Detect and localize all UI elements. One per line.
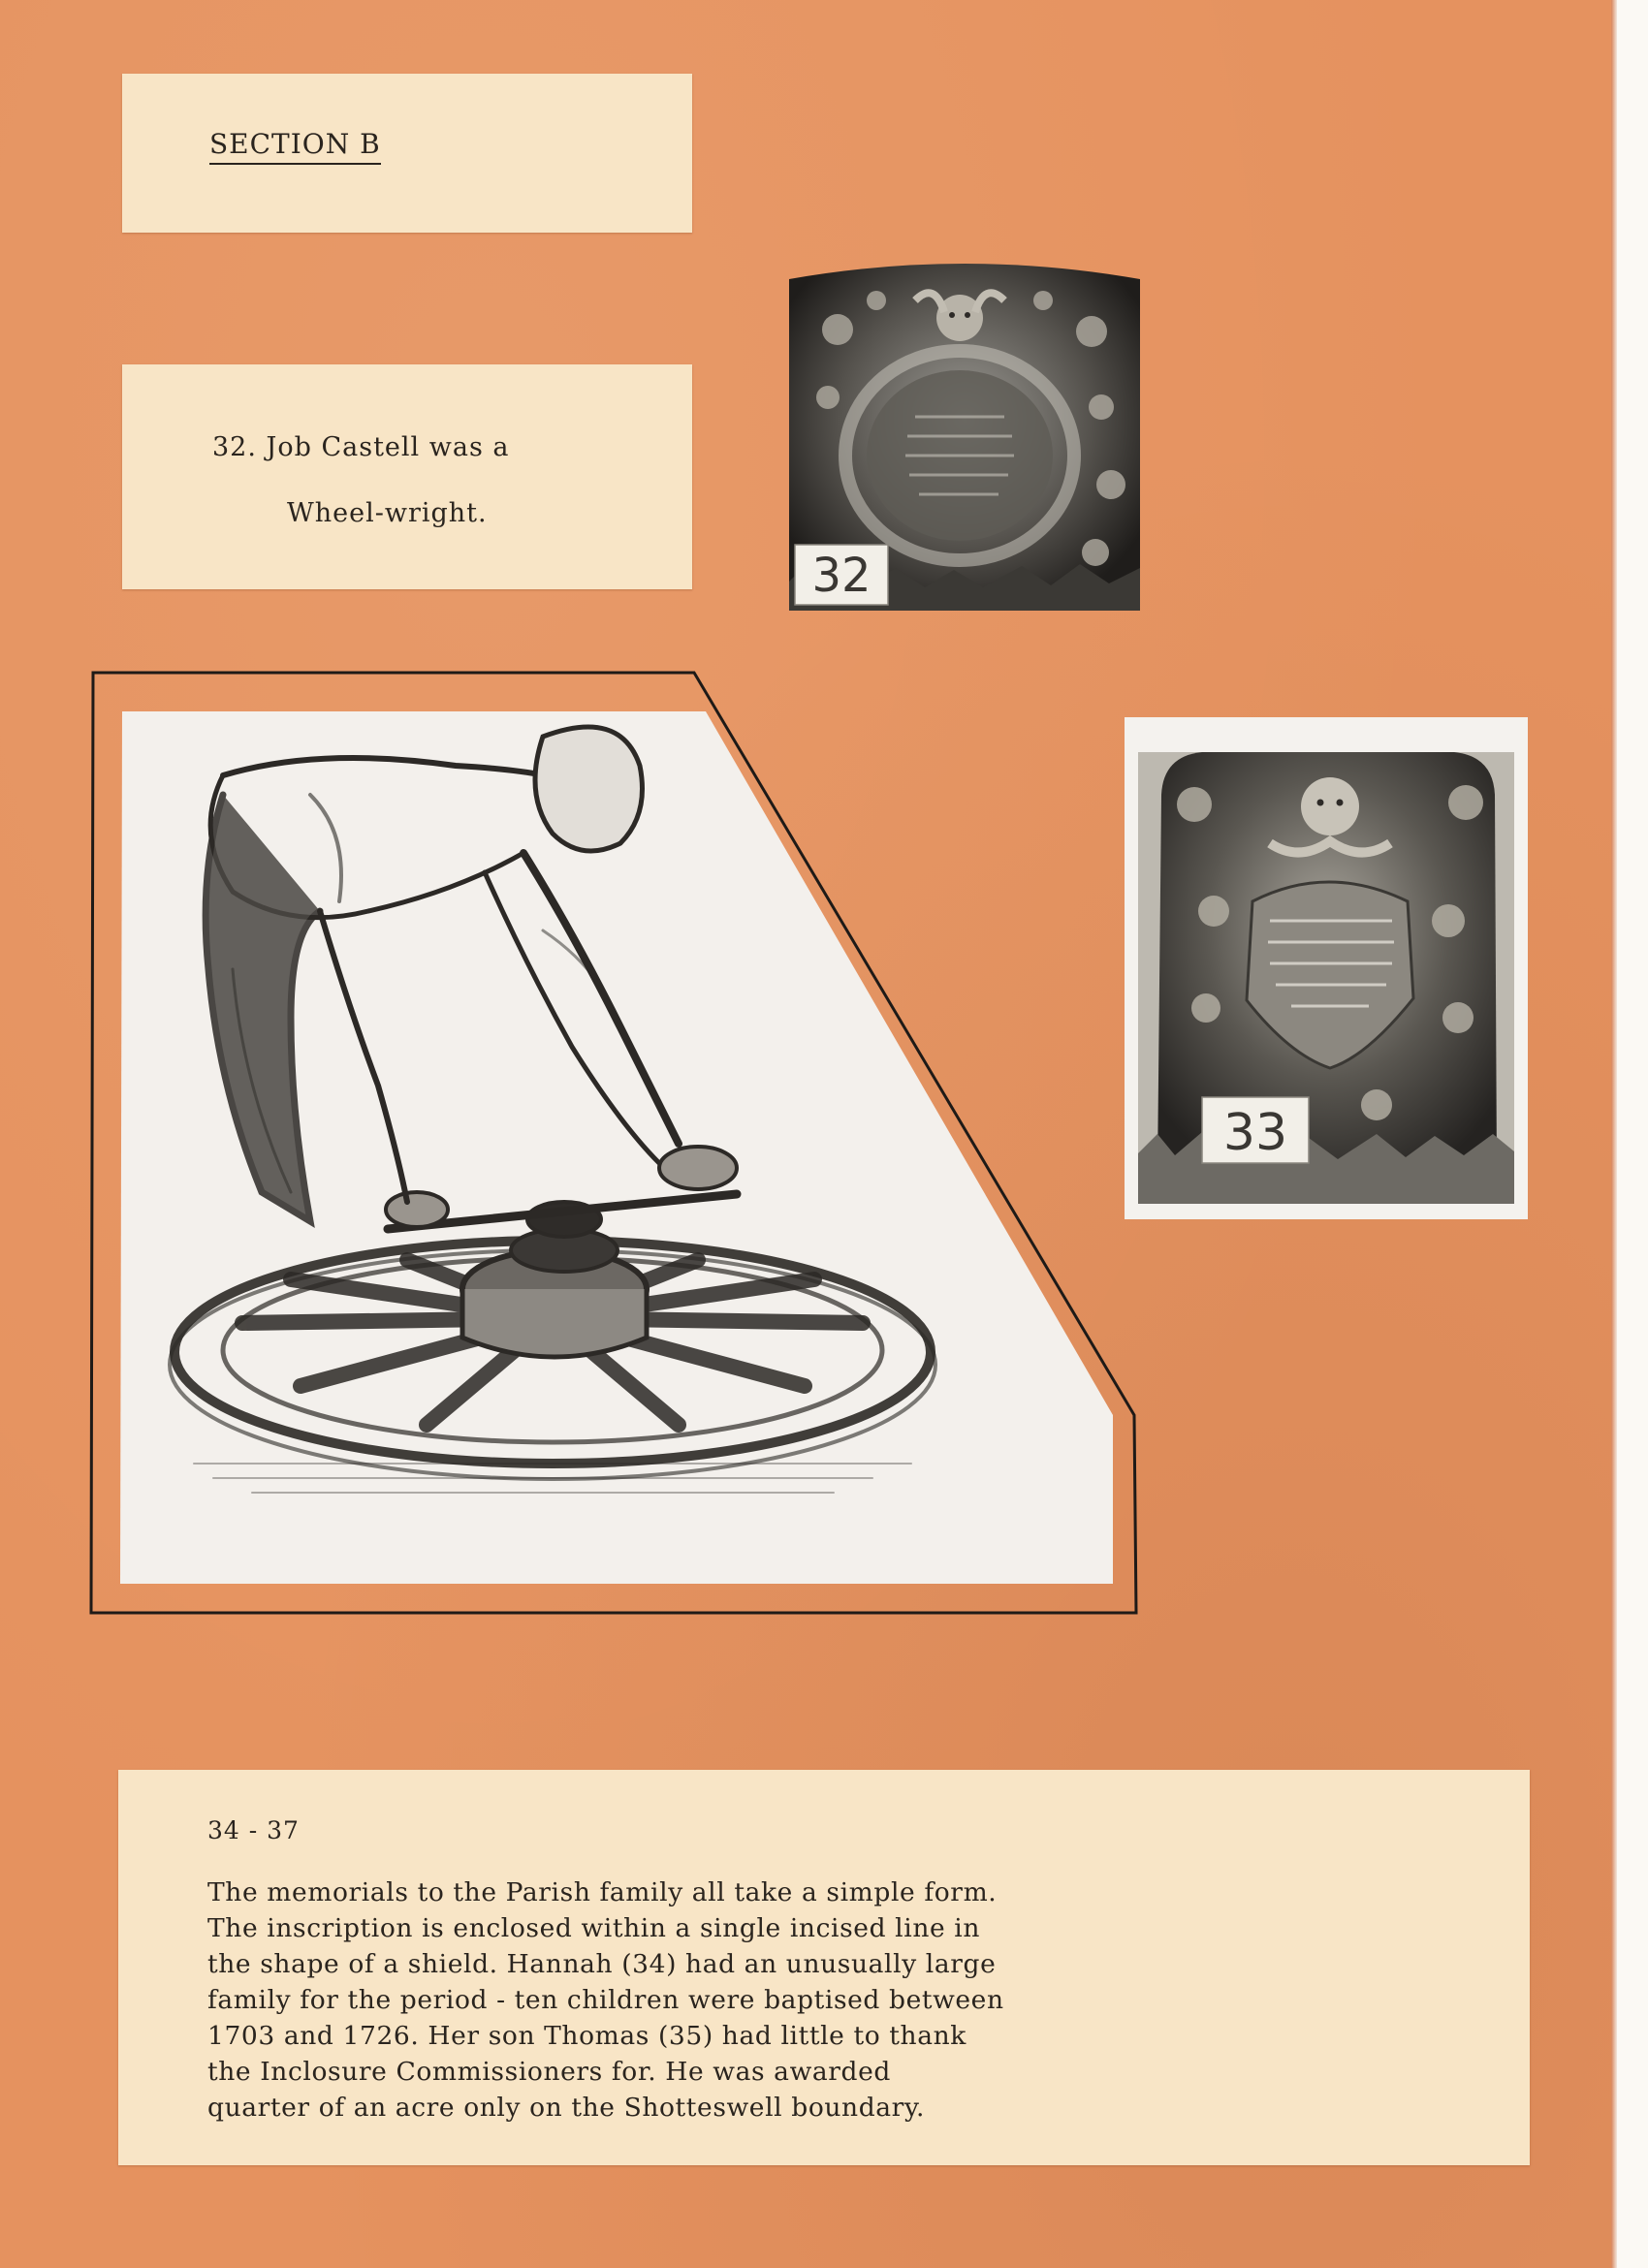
parish-text-line: the Inclosure Commissioners for. He was awarded (207, 2057, 891, 2087)
parish-text-line: 1703 and 1726. Her son Thomas (35) had little to thank (207, 2021, 967, 2051)
job-caption-line-1: 32. Job Castell was a (212, 432, 510, 462)
parish-family-card (118, 1770, 1530, 2165)
photo-32-label: 32 (811, 549, 872, 603)
memorial-range: 34 - 37 (207, 1816, 300, 1844)
job-caption-line-2: Wheel-wright. (287, 498, 488, 528)
section-title: SECTION B (209, 128, 381, 165)
parish-description (207, 1874, 1254, 2126)
parish-text-line: family for the period - ten children were baptised between (207, 1985, 1004, 2015)
parish-text-line: quarter of an acre only on the Shotteswell boundary. (207, 2093, 926, 2123)
parish-text-line: The inscription is enclosed within a single incised line in (207, 1913, 981, 1943)
parish-text-line: The memorials to the Parish family all take a simple form. (207, 1877, 998, 1907)
parish-text-line: the shape of a shield. Hannah (34) had an unusually large (207, 1949, 997, 1979)
photo-33-label: 33 (1222, 1104, 1288, 1162)
